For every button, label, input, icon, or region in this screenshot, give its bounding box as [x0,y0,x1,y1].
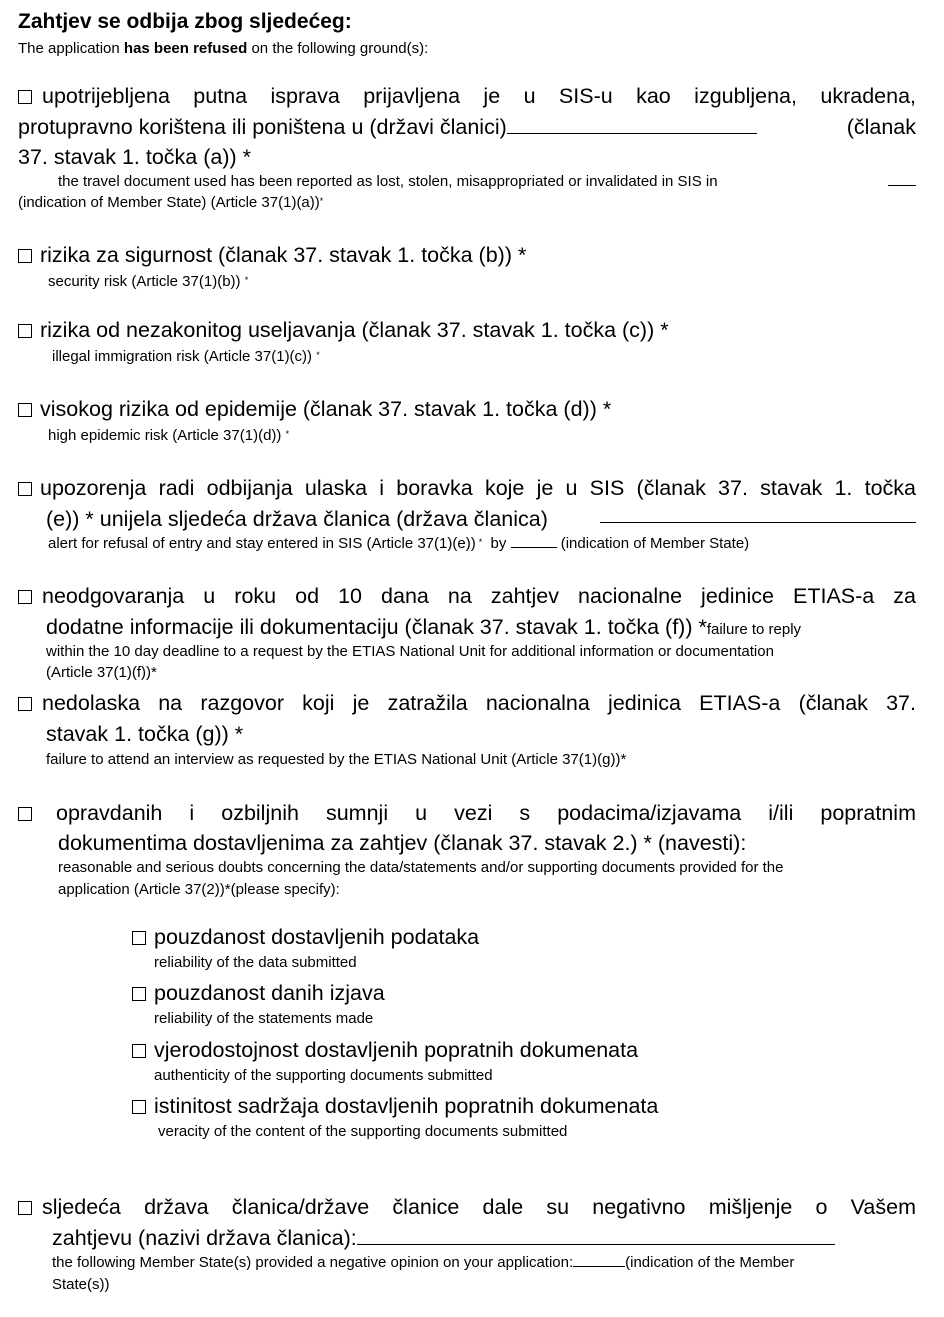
ground-b-checkbox[interactable] [18,249,32,263]
sub-option-2-checkbox[interactable] [132,987,146,1001]
ground-c-en: illegal immigration risk (Article 37(1)(c)) * [52,348,320,365]
ground-g-line2: stavak 1. točka (g)) * [46,722,244,746]
ground-c-checkbox[interactable] [18,324,32,338]
ground-a-en-line2: (indication of Member State) (Article 37(1)(a))* [18,194,324,211]
member-states-field[interactable] [357,1228,835,1245]
ground-a-line2: protupravno korištena ili poništena u (državi članici) (članak [18,115,916,139]
ground-negative-opinion-checkbox[interactable] [18,1201,32,1215]
member-state-field-e-en[interactable] [511,533,557,548]
sub-option-4: istinitost sadržaja dostavljenih popratnih dokumenata [132,1093,658,1119]
sub-option-2: pouzdanost danih izjava [132,980,385,1006]
ground-a-line3: 37. stavak 1. točka (a)) * [18,145,252,169]
sub-option-1-checkbox[interactable] [132,931,146,945]
member-state-field-e[interactable] [600,506,916,523]
ground-doubts-en-line1: reasonable and serious doubts concerning the data/statements and/or supporting documents provided for the [58,859,784,876]
ground-e-line2: (e)) * unijela sljedeća država članica (država članica) [46,506,916,532]
ground-g-en: failure to attend an interview as requested by the ETIAS National Unit (Article 37(1)(g))* [46,751,627,768]
sub-option-4-en: veracity of the content of the supporting documents submitted [158,1123,568,1140]
ground-negative-opinion-en-line2: State(s)) [52,1276,110,1293]
ground-a-en-line1: the travel document used has been reported as lost, stolen, misappropriated or invalidated in SIS in [58,171,916,192]
ground-a-line1: upotrijebljena putna isprava prijavljena je u SIS-u kao izgubljena, ukradena, [18,83,916,109]
ground-negative-opinion-en-line1: the following Member State(s) provided a negative opinion on your application: (indication of the Member [52,1254,795,1271]
ground-e-en: alert for refusal of entry and stay entered in SIS (Article 37(1)(e)) * by (indication of Member State) [48,535,750,552]
ground-f-en-line2: (Article 37(1)(f))* [46,664,157,681]
ground-doubts-line2: dokumentima dostavljenima za zahtjev (članak 37. stavak 2.) * (navesti): [58,831,747,855]
member-states-field-en[interactable] [573,1252,625,1267]
ground-negative-opinion-line2: zahtjevu (nazivi država članica): [52,1225,835,1251]
ground-f-line1: neodgovaranja u roku od 10 dana na zahtjev nacionalne jedinice ETIAS-a za [18,583,916,609]
ground-b-en: security risk (Article 37(1)(b)) * [48,273,249,290]
member-state-field-a-en[interactable] [888,171,916,186]
ground-g-checkbox[interactable] [18,697,32,711]
ground-f-line2: dodatne informacije ili dokumentaciju (članak 37. stavak 1. točka (f)) *failure to reply [46,615,802,639]
sub-option-2-en: reliability of the statements made [154,1010,374,1027]
ground-a-checkbox[interactable] [18,90,32,104]
sub-option-3-checkbox[interactable] [132,1044,146,1058]
ground-doubts-checkbox[interactable] [18,807,32,821]
ground-f-checkbox[interactable] [18,590,32,604]
ground-doubts-line1: opravdanih i ozbiljnih sumnji u vezi s podacima/izjavama i/ili popratnim [18,800,916,826]
sub-option-3-en: authenticity of the supporting documents submitted [154,1067,493,1084]
ground-f-en-line1: within the 10 day deadline to a request by the ETIAS National Unit for additional information or documentation [46,643,774,660]
page-subtitle: The application has been refused on the following ground(s): [18,40,429,57]
sub-option-3: vjerodostojnost dostavljenih popratnih dokumenata [132,1037,638,1063]
ground-e-line1: upozorenja radi odbijanja ulaska i boravka koje je u SIS (članak 37. stavak 1. točka [18,475,916,501]
ground-g-line1: nedolaska na razgovor koji je zatražila nacionalna jedinica ETIAS-a (članak 37. [18,690,916,716]
member-state-field-a[interactable] [507,117,757,134]
sub-option-1-en: reliability of the data submitted [154,954,357,971]
sub-option-1: pouzdanost dostavljenih podataka [132,924,479,950]
ground-c: rizika od nezakonitog useljavanja (članak 37. stavak 1. točka (c)) * [18,317,669,343]
ground-doubts-en-line2: application (Article 37(2))*(please specify): [58,881,340,898]
ground-d-checkbox[interactable] [18,403,32,417]
page-title: Zahtjev se odbija zbog sljedećeg: [18,10,352,33]
ground-d-en: high epidemic risk (Article 37(1)(d)) * [48,427,290,444]
ground-negative-opinion-line1: sljedeća država članica/države članice dale su negativno mišljenje o Vašem [18,1194,916,1220]
ground-b: rizika za sigurnost (članak 37. stavak 1. točka (b)) * [18,242,526,268]
ground-d: visokog rizika od epidemije (članak 37. stavak 1. točka (d)) * [18,396,611,422]
ground-e-checkbox[interactable] [18,482,32,496]
sub-option-4-checkbox[interactable] [132,1100,146,1114]
